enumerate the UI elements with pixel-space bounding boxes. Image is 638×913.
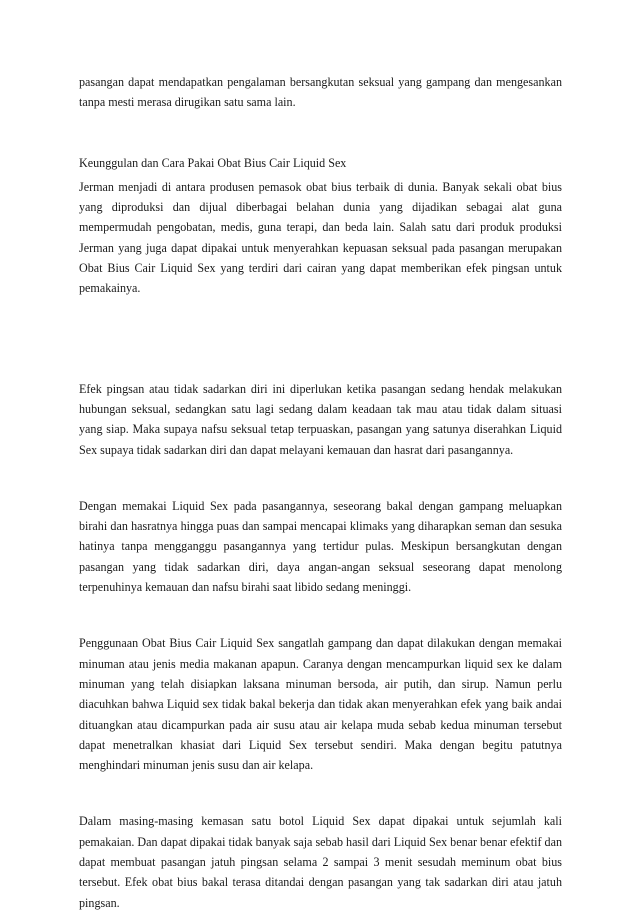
paragraph-penggunaan: Penggunaan Obat Bius Cair Liquid Sex sangatlah gampang dan dapat dilakukan dengan memakai minuman atau jenis media makanan apapun. Caranya dengan mencampurkan liquid sex ke dalam minuman yang telah disiapkan laksana minuman bersoda, air putih, dan sirup. Namun perlu diacuhkan bahwa Liquid sex tidak bakal bekerja dan tidak akan menyerahkan efek yang baik andai dituangkan atau dicampurkan pada air susu atau air kelapa muda sebab kedua minuman tersebut dapat menetralkan khasiat dari Liquid Sex tersebut sendiri. Maka dengan begitu patutnya menghindari minuman jenis susu dan air kelapa.: [79, 636, 562, 773]
paragraph-efek-pingsan: Efek pingsan atau tidak sadarkan diri ini diperlukan ketika pasangan sedang hendak melakukan hubungan seksual, sedangkan satu lagi sedang dalam keadaan tak mau atau tidak dalam situasi yang siap. Maka supaya nafsu seksual tetap terpuaskan, pasangan yang satunya diserahkan Liquid Sex supaya tidak sadarkan diri dan dapat melayani kemauan dan hasrat dari pasangannya.: [79, 381, 562, 457]
paragraph-memakai: Dengan memakai Liquid Sex pada pasangannya, seseorang bakal dengan gampang meluapkan birahi dan hasratnya hingga puas dan sampai mencapai klimaks yang diharapkan seman dan sesuka hatinya tanpa mengganggu pasangannya yang tertidur pulas. Meskipun bersangkutan dengan pasangan yang tidak sadarkan diri, daya angan-angan seksual seseorang dapat menolong terpenuhinya kemauan dan nafsu birahi saat libido sedang meninggi.: [79, 498, 562, 595]
section-heading: Keunggulan dan Cara Pakai Obat Bius Cair Liquid Sex: [79, 155, 347, 170]
document-body: [79, 72, 562, 913]
paragraph-kemasan: Dalam masing-masing kemasan satu botol Liquid Sex dapat dipakai untuk sejumlah kali pemakaian. Dan dapat dipakai tidak banyak saja sebab hasil dari Liquid Sex benar benar efektif dan dapat membuat pasangan jatuh pingsan selama 2 sampai 3 menit sesudah meminum obat bius tersebut. Efek obat bius bakal terasa ditandai dengan pasangan yang tak sadarkan diri atau jatuh pingsan.: [79, 814, 562, 910]
paragraph-intro: pasangan dapat mendapatkan pengalaman bersangkutan seksual yang gampang dan mengesankan tanpa mesti merasa dirugikan satu sama lain.: [79, 75, 562, 110]
paragraph-jerman: Jerman menjadi di antara produsen pemasok obat bius terbaik di dunia. Banyak sekali obat bius yang diproduksi dan dijual diberbagai belahan dunia yang dijadikan sebagai alat guna mempermudah pengobatan, medis, guna terapi, dan beda lain. Salah satu dari produk produksi Jerman yang juga dapat dipakai untuk menyerahkan kepuasan seksual pada pasangan merupakan Obat Bius Cair Liquid Sex yang terdiri dari cairan yang dapat memberikan efek pingsan untuk pemakainya.: [79, 179, 562, 296]
